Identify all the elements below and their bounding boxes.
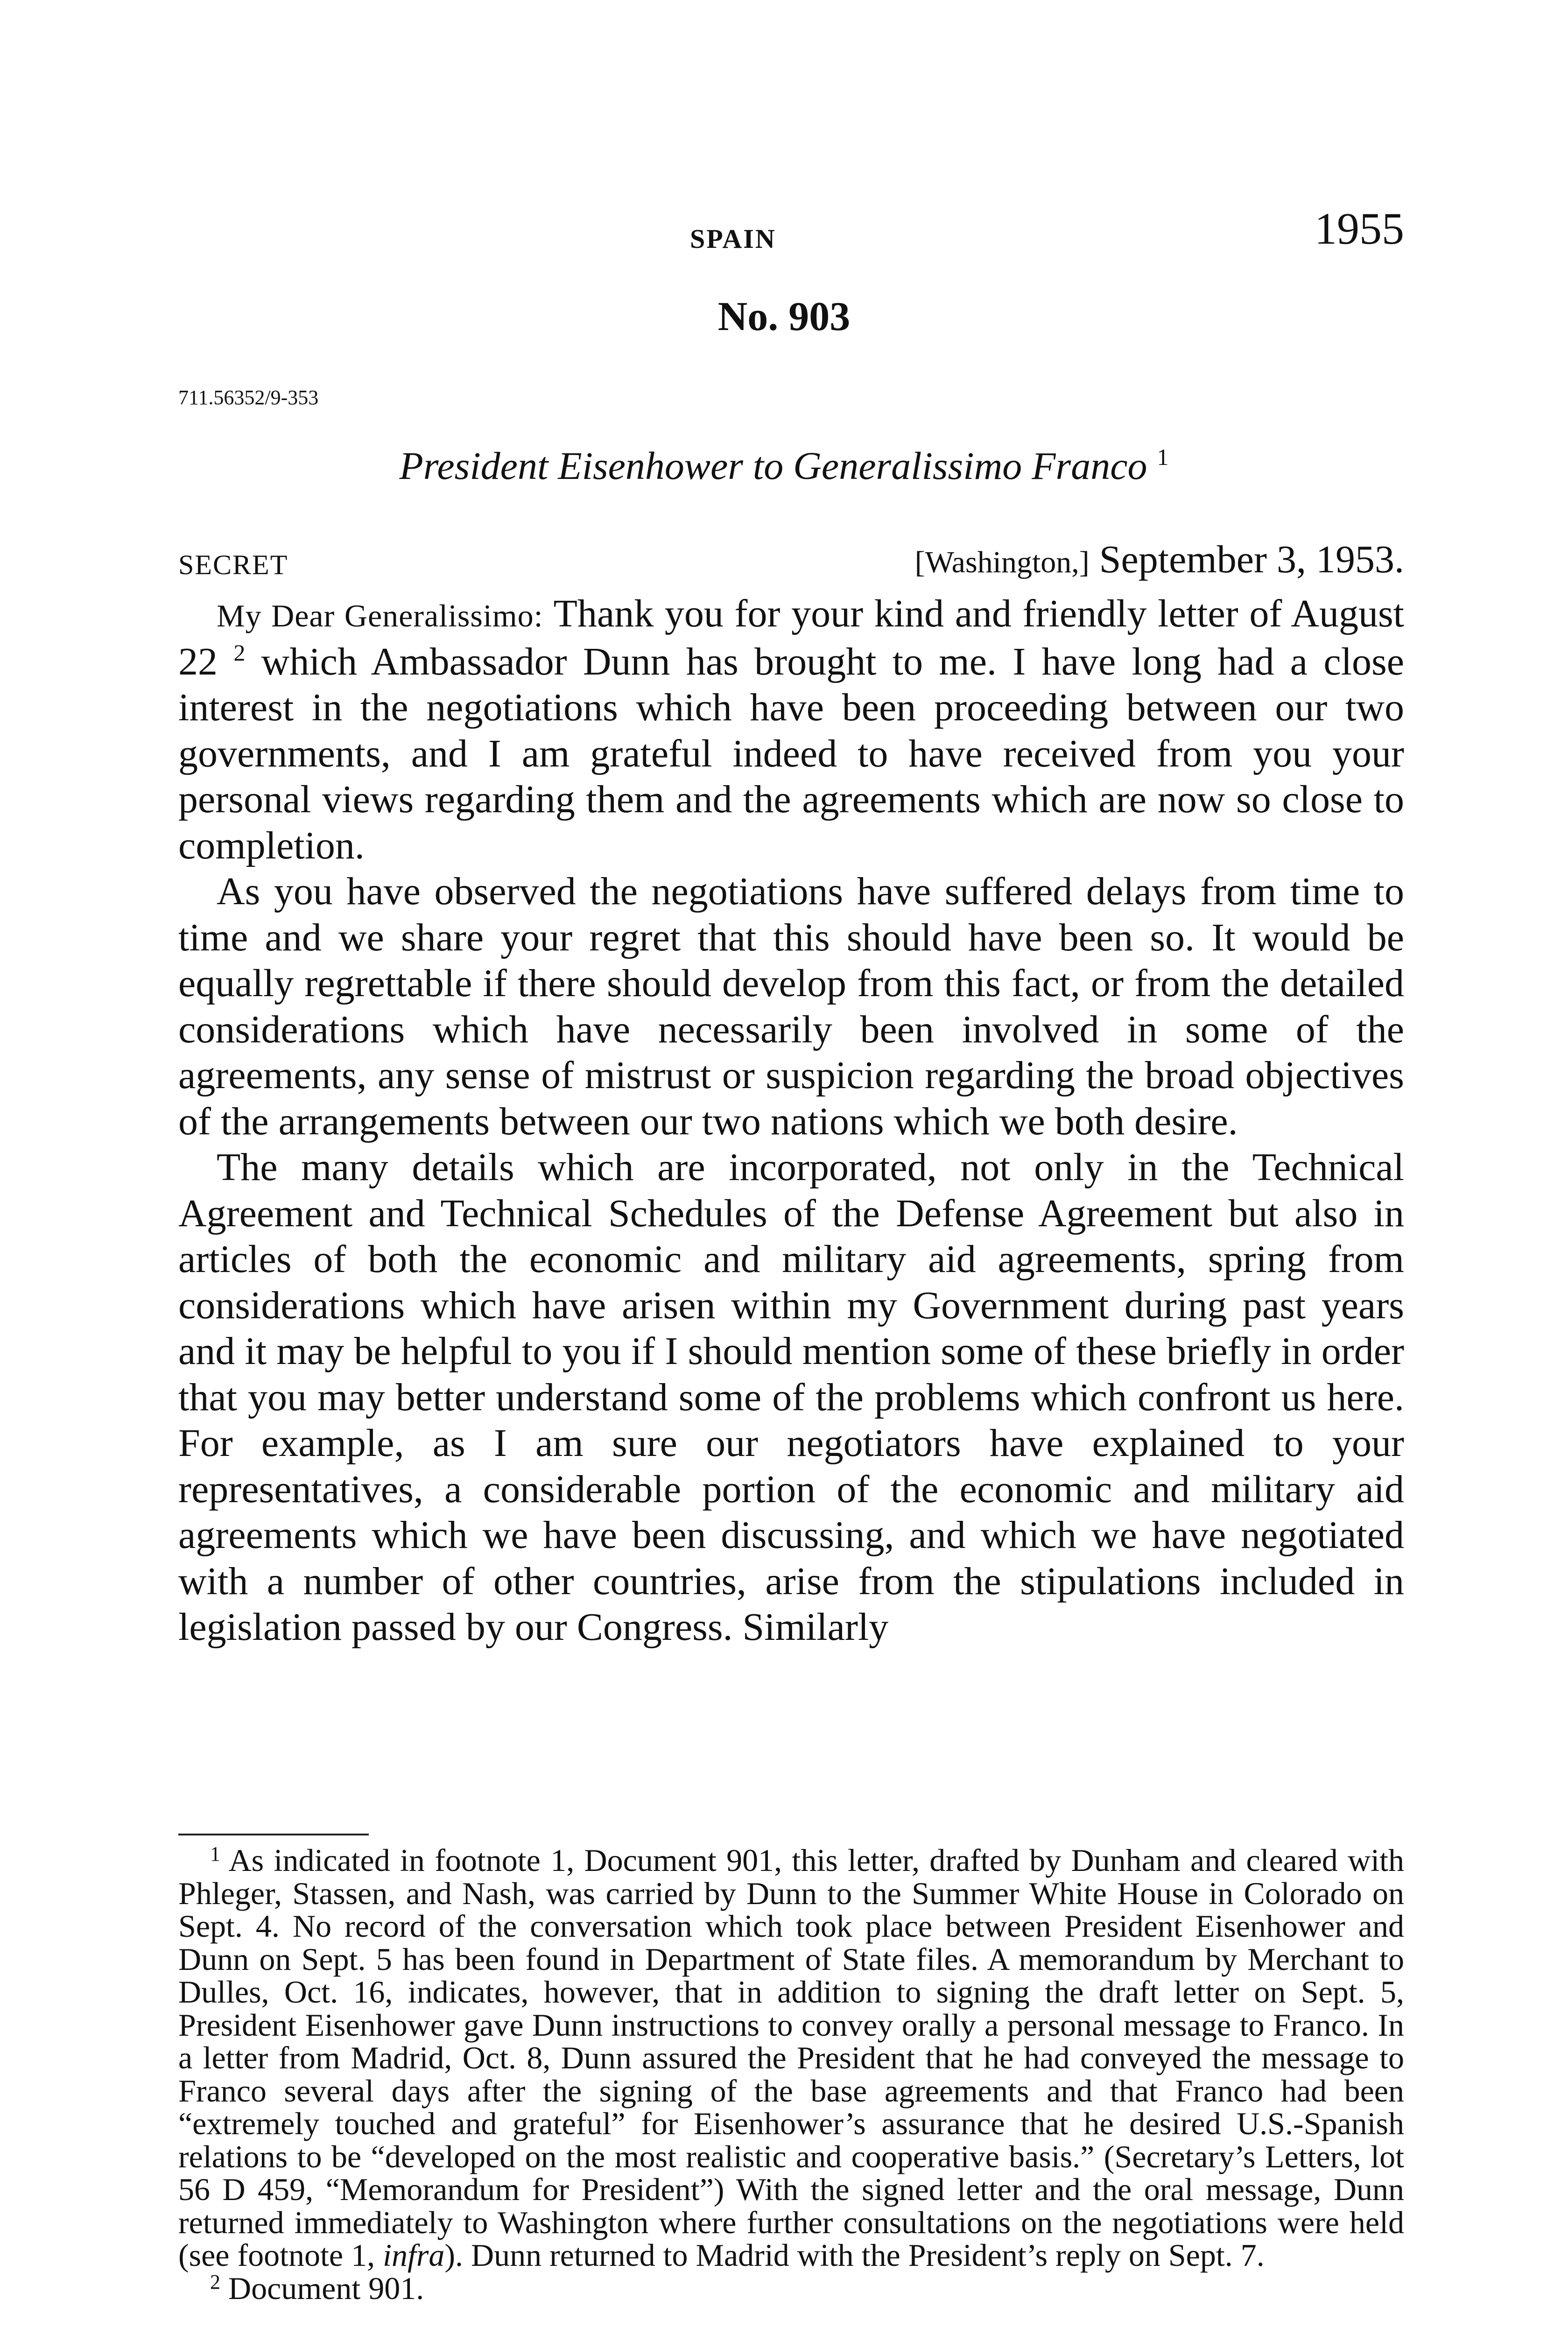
- document-number: No. 903: [717, 294, 851, 339]
- footnote-1-end: ). Dunn returned to Madrid with the President’s reply on Sept. 7.: [444, 2237, 1265, 2273]
- body-paragraph-2: As you have observed the negotiations have suffered delays from time to time and we share your regret that this should have been so. It would be equally regrettable if there should develop from this fact, or from the detailed considerations which have necessarily been involved in some of the agreements, any sense of mistrust or suspicion regarding the broad objectives of the arrangements between our two nations which we both desire.: [178, 870, 1404, 1143]
- salutation: My Dear Generalissimo:: [217, 598, 543, 633]
- classification-label: SECRET: [178, 549, 288, 580]
- footnote-2: [178, 2272, 1404, 2305]
- footnote-1-number: 1: [210, 1842, 220, 1865]
- footnote-2-text: Document 901.: [228, 2270, 424, 2306]
- dateline-place: [Washington,]: [914, 545, 1090, 579]
- file-reference: 711.56352/9-353: [178, 386, 319, 409]
- paragraph-1-text-a: Thank you for your kind and friendly letter of August 22: [178, 592, 1405, 683]
- document-title-text: President Eisenhower to Generalissimo Franco: [399, 444, 1147, 488]
- footnotes: [178, 1844, 1404, 2305]
- dateline-date: September 3, 1953.: [1099, 538, 1404, 581]
- document-title: [0, 443, 1568, 489]
- dateline: [915, 537, 1404, 582]
- footnote-marker-2: 2: [233, 639, 246, 666]
- footnote-2-number: 2: [210, 2270, 220, 2293]
- body-paragraph-3: The many details which are incorporated, not only in the Technical Agreement and Technical Schedules of the Defense Agreement but also in articles of both the economic and military aid agreements, spring from considerations which have arisen within my Government during past years and it may be helpful to you if I should mention some of these briefly in order that you may better understand some of the problems which confront us here. For example, as I am sure our negotiators have explained to your representatives, a considerable portion of the economic and military aid agreements which we have been discussing, and which we have negotiated with a number of other countries, arise from the stipulations included in legislation passed by our Congress. Similarly: [178, 1146, 1404, 1649]
- footnote-1-infra: infra: [383, 2237, 445, 2273]
- title-footnote-marker: 1: [1157, 444, 1169, 470]
- footnote-rule: [178, 1834, 369, 1835]
- footnote-1: [178, 1844, 1404, 2272]
- running-head: SPAIN: [690, 224, 776, 254]
- letter-body: [178, 591, 1404, 1651]
- body-paragraph-1: [178, 591, 1404, 869]
- paragraph-1-text-b: which Ambassador Dunn has brought to me. I have long had a close interest in the negotiations which have been proceeding between our two governments, and I am grateful indeed to have received from you your personal views regarding them and the agreements which are now so close to completion.: [178, 640, 1405, 867]
- page-number: 1955: [1315, 204, 1404, 253]
- footnote-1-text: As indicated in footnote 1, Document 901, this letter, drafted by Dunham and cleared with Phleger, Stassen, and Nash, was carried by Dunn to the Summer White House in Colorado on Sept. 4. No record of the conversation which took place between President Eisenhower and Dunn on Sept. 5 has been found in Department of State files. A memorandum by Merchant to Dulles, Oct. 16, indicates, however, that in addition to signing the draft letter on Sept. 5, President Eisenhower gave Dunn instructions to convey orally a personal message to Franco. In a letter from Madrid, Oct. 8, Dunn assured the President that he had conveyed the message to Franco several days after the signing of the base agreements and that Franco had been “extremely touched and grateful” for Eisenhower’s assurance that he desired U.S.-Spanish relations to be “developed on the most realistic and cooperative basis.” (Secretary’s Letters, lot 56 D 459, “Memorandum for President”) With the signed letter and the oral message, Dunn returned immediately to Washington where further consultations on the negotiations were held (see footnote 1,: [178, 1842, 1404, 2273]
